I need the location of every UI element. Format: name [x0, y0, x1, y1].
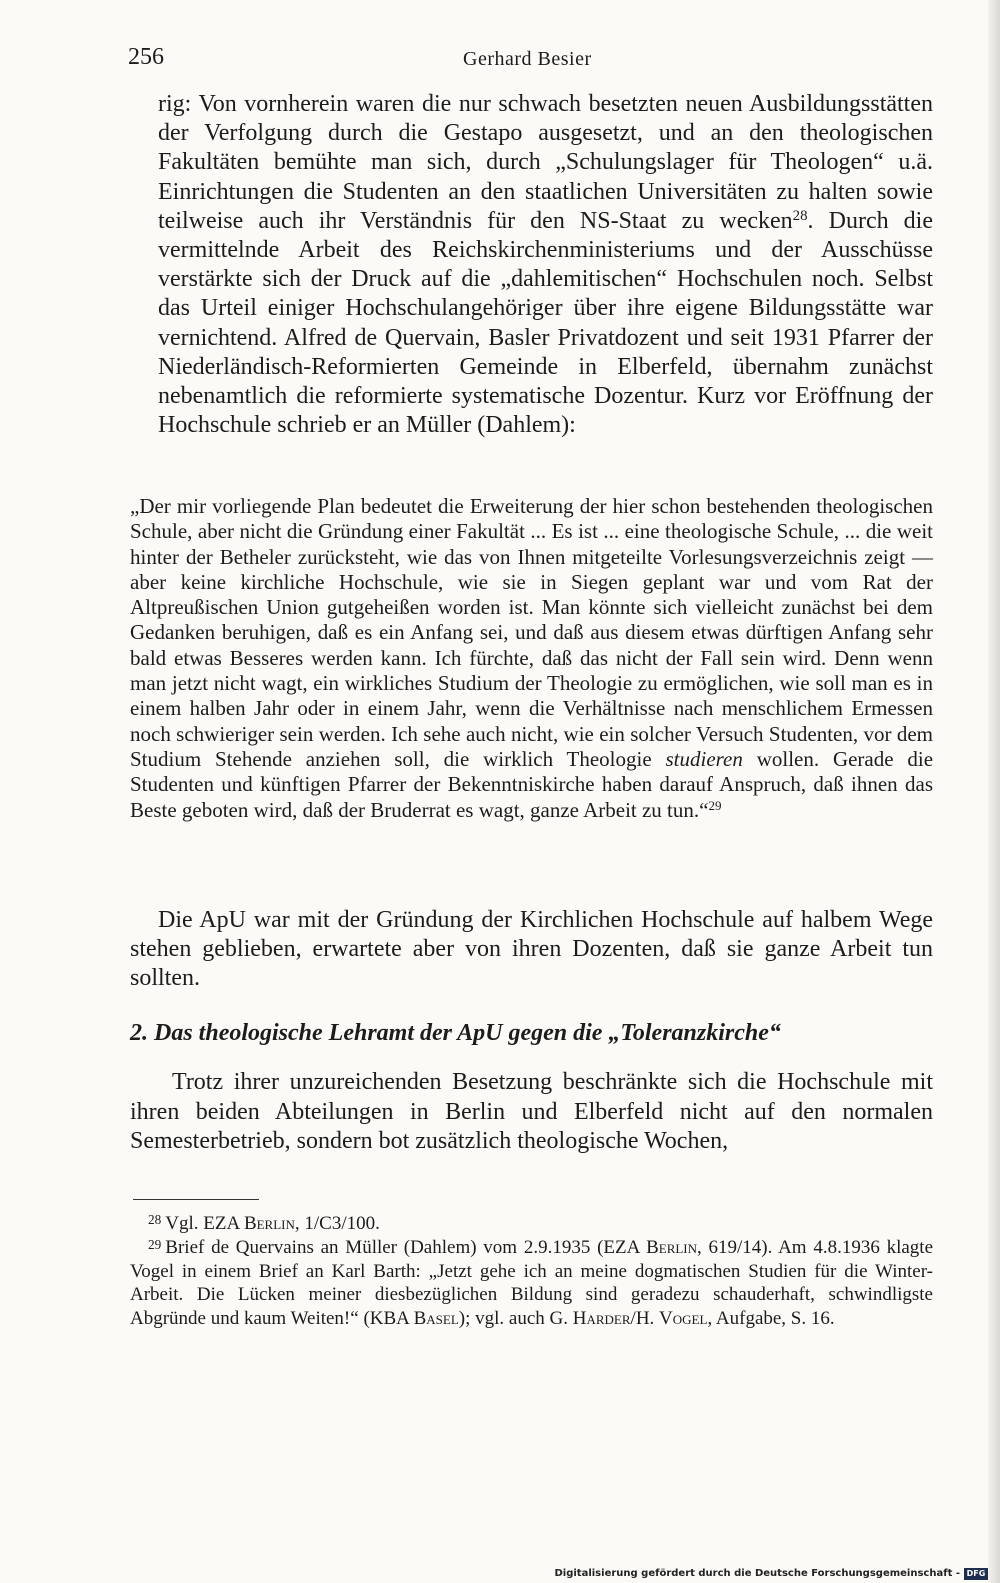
- footnote-number: 28: [148, 1212, 162, 1228]
- body-paragraph-1: [158, 90, 933, 440]
- page-edge-shadow: [988, 0, 1000, 1583]
- page-header: [128, 44, 933, 84]
- footnote-divider: [133, 1199, 259, 1200]
- paragraph-1-text: rig: Von vornherein waren die nur schwach besetzten neuen Ausbildungsstätten der Verfolgung durch die Gestapo ausgesetzt, und an den theologischen Fakultäten bemühte man sich, durch „Schulungslager für Theologen“ u.ä. Einrichtungen die Studenten an den staatlichen Universitäten zu halten sowie teilweise auch ihr Verständnis für den NS-Staat zu wecken: [158, 91, 933, 234]
- page-number: 256: [128, 44, 164, 70]
- block-quote: [130, 494, 933, 823]
- footnote-text: , 1/C3/100.: [294, 1213, 380, 1234]
- footnote-archive-location: Berlin: [646, 1237, 698, 1259]
- quote-text-continued: wollen. Gerade die Studenten und künftigen Pfarrer der Bekenntniskirche haben darauf Anspruch, daß ihnen das Beste geboten wird, daß der Bruderrat es wagt, ganze Arbeit zu tun.“: [130, 746, 934, 822]
- section-heading: 2. Das theologische Lehramt der ApU gegen die „Toleranzkirche“: [130, 1020, 781, 1046]
- footnote-number: 29: [148, 1236, 162, 1252]
- paragraph-1-text-continued: . Durch die vermittelnde Arbeit des Reichskirchenministeriums und der Ausschüsse verstärkte sich der Druck auf die „dahlemitischen“ Hochschulen noch. Selbst das Urteil einiger Hochschulangehöriger über ihre eigene Bildungsstätte war vernichtend. Alfred de Quervain, Basler Privatdozent und seit 1931 Pfarrer der Niederländisch-Reformierten Gemeinde in Elberfeld, übernahm zunächst nebenamtlich die reformierte systematische Dozentur. Kurz vor Eröffnung der Hochschule schrieb er an Müller (Dahlem):: [158, 207, 933, 439]
- footnote-28: [130, 1212, 933, 1235]
- footnote-29: [130, 1236, 933, 1330]
- footnote-text: , 619/14). Am 4.8.1936 klagte Vogel in einem Brief an Karl Barth: „Jetzt gehe ich an meine dogmatischen Studien für die Winter-Arbeit. Die Lücken meiner diesbezüglichen Bildung sind geradezu schauderhaft, schwindligste Abgründe und kaum Weiten!“ (KBA: [130, 1237, 934, 1329]
- dfg-logo: DFG: [964, 1568, 988, 1580]
- footnotes: [130, 1212, 933, 1330]
- body-paragraph-3: Trotz ihrer unzureichenden Besetzung beschränkte sich die Hochschule mit ihren beiden Abteilungen in Berlin und Elberfeld nicht auf den normalen Semesterbetrieb, sondern bot zusätzlich theologische Wochen,: [130, 1069, 933, 1154]
- body-paragraph-2: Die ApU war mit der Gründung der Kirchlichen Hochschule auf halbem Wege stehen geblieben, erwartete aber von ihren Dozenten, daß sie ganze Arbeit tun sollten.: [130, 907, 933, 991]
- footnote-text: ); vgl. auch G.: [458, 1307, 569, 1329]
- footnote-text: , Aufgabe, S. 16.: [707, 1307, 835, 1329]
- footnote-text: Brief de Quervains an Müller (Dahlem) vom 2.9.1935 (EZA: [165, 1237, 640, 1259]
- footnote-archive-location: Basel: [413, 1307, 459, 1329]
- footnote-archive-location: Berlin: [243, 1213, 295, 1234]
- footnote-text: Vgl. EZA: [165, 1213, 240, 1234]
- footnote-author-name: Harder: [572, 1307, 631, 1329]
- quote-emphasis: studieren: [665, 746, 743, 771]
- footnote-ref-29[interactable]: 29: [708, 797, 722, 813]
- footnote-ref-28[interactable]: 28: [792, 207, 808, 224]
- running-head-author: Gerhard Besier: [463, 48, 592, 70]
- digitization-credit: Digitalisierung gefördert durch die Deutsche Forschungsgemeinschaft -: [554, 1568, 960, 1579]
- footnote-text: /H.: [630, 1307, 655, 1329]
- footnote-author-name: Vogel: [659, 1307, 708, 1329]
- quote-text: „Der mir vorliegende Plan bedeutet die Erweiterung der hier schon bestehenden theologischen Schule, aber nicht die Gründung einer Fakultät ... Es ist ... eine theologische Schule, ... die weit hinter der Betheler zurücksteht, wie das von Ihnen mitgeteilte Vorlesungsverzeichnis zeigt — aber keine kirchliche Hochschule, wie sie in Siegen geplant war und vom Rat der Altpreußischen Union gutgeheißen worden ist. Man könnte sich vielleicht zunächst bei dem Gedanken beruhigen, daß es ein Anfang sei, und daß aus diesem etwas dürftigen Anfang sehr bald etwas Besseres werden kann. Ich fürchte, daß das nicht der Fall sein wird. Denn wenn man jetzt nicht wagt, ein wirkliches Studium der Theologie zu ermöglichen, wie soll man es in einem halben Jahr oder in einem Jahr, wenn die Verhältnisse nach menschlichem Ermessen noch schwieriger sein werden. Ich sehe auch nicht, wie ein solcher Versuch Studenten, vor dem Studium Stehende anziehen soll, die wirklich Theologie: [130, 494, 933, 771]
